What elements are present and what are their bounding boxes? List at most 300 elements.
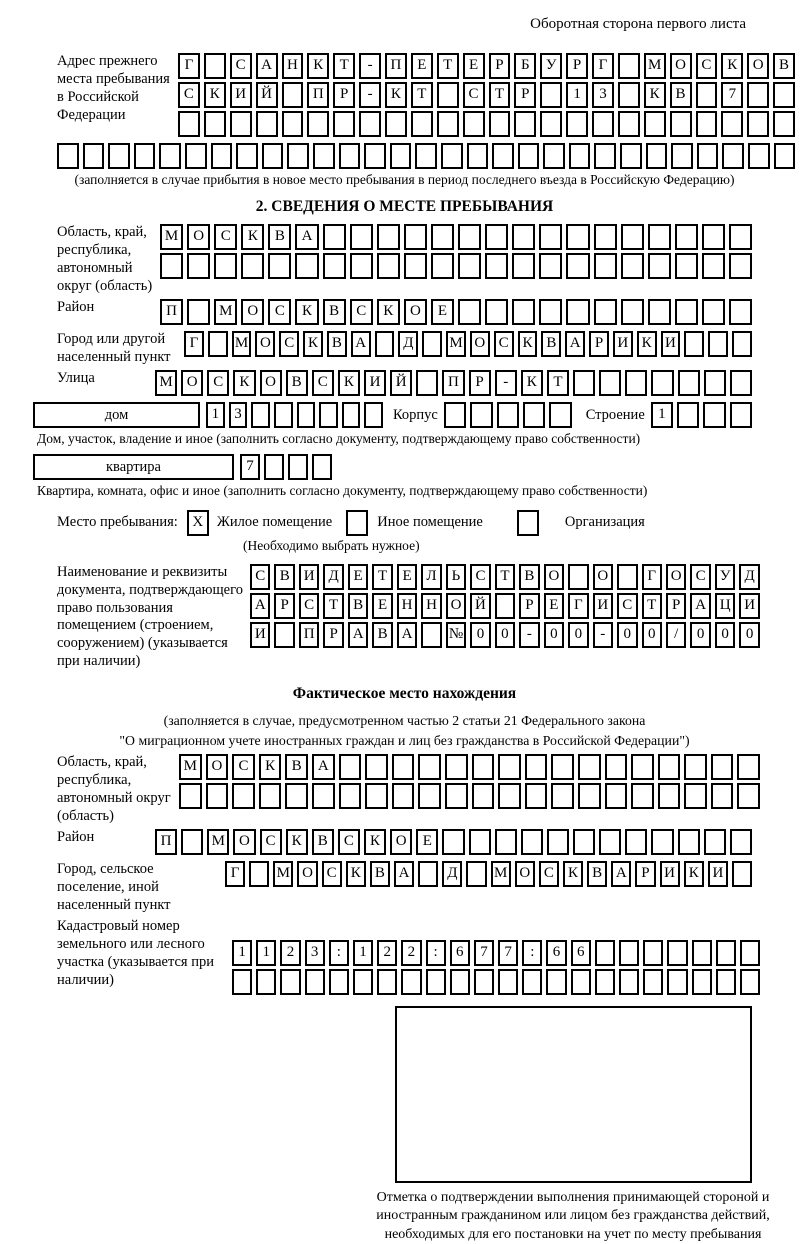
char-cell[interactable]: [437, 82, 459, 108]
char-cell[interactable]: К: [259, 754, 282, 780]
char-cell[interactable]: А: [250, 593, 270, 619]
char-cell[interactable]: [525, 754, 548, 780]
char-cell[interactable]: Т: [547, 370, 569, 396]
char-cell[interactable]: [748, 143, 770, 169]
char-cell[interactable]: -: [495, 370, 517, 396]
char-cell[interactable]: 7: [498, 940, 518, 966]
char-cell[interactable]: А: [565, 331, 585, 357]
char-cell[interactable]: [737, 754, 760, 780]
char-cell[interactable]: Й: [256, 82, 278, 108]
char-cell[interactable]: [696, 82, 718, 108]
char-cell[interactable]: [359, 111, 381, 137]
char-cell[interactable]: -: [359, 53, 381, 79]
char-cell[interactable]: [667, 940, 687, 966]
char-cell[interactable]: Р: [666, 593, 686, 619]
char-cell[interactable]: [595, 969, 615, 995]
char-cell[interactable]: [418, 754, 441, 780]
char-cell[interactable]: [729, 224, 752, 250]
char-cell[interactable]: И: [593, 593, 613, 619]
char-cell[interactable]: [621, 224, 644, 250]
char-cell[interactable]: [644, 111, 666, 137]
char-cell[interactable]: Д: [323, 564, 343, 590]
char-cell[interactable]: [618, 111, 640, 137]
char-cell[interactable]: [498, 783, 521, 809]
char-cell[interactable]: И: [739, 593, 759, 619]
char-cell[interactable]: [204, 53, 226, 79]
char-cell[interactable]: [643, 940, 663, 966]
char-cell[interactable]: [251, 402, 270, 428]
char-cell[interactable]: [551, 754, 574, 780]
char-cell[interactable]: [684, 331, 704, 357]
char-cell[interactable]: [551, 783, 574, 809]
char-cell[interactable]: [287, 143, 309, 169]
char-cell[interactable]: [692, 940, 712, 966]
char-cell[interactable]: [485, 224, 508, 250]
char-cell[interactable]: О: [593, 564, 613, 590]
char-cell[interactable]: К: [684, 861, 704, 887]
char-cell[interactable]: [569, 143, 591, 169]
char-cell[interactable]: С: [207, 370, 229, 396]
char-cell[interactable]: В: [370, 861, 390, 887]
char-cell[interactable]: К: [338, 370, 360, 396]
char-cell[interactable]: В: [519, 564, 539, 590]
char-cell[interactable]: [214, 253, 237, 279]
char-cell[interactable]: Г: [225, 861, 245, 887]
char-cell[interactable]: А: [348, 622, 368, 648]
char-cell[interactable]: 0: [642, 622, 662, 648]
char-cell[interactable]: И: [364, 370, 386, 396]
char-cell[interactable]: [692, 969, 712, 995]
char-cell[interactable]: А: [295, 224, 318, 250]
char-cell[interactable]: [773, 82, 795, 108]
char-cell[interactable]: [696, 111, 718, 137]
char-cell[interactable]: [521, 829, 543, 855]
char-cell[interactable]: Р: [333, 82, 355, 108]
char-cell[interactable]: [313, 143, 335, 169]
char-cell[interactable]: [571, 969, 591, 995]
char-cell[interactable]: [697, 143, 719, 169]
char-cell[interactable]: [547, 829, 569, 855]
char-cell[interactable]: М: [644, 53, 666, 79]
char-cell[interactable]: 1: [566, 82, 588, 108]
char-cell[interactable]: Г: [178, 53, 200, 79]
char-cell[interactable]: [512, 224, 535, 250]
char-cell[interactable]: К: [644, 82, 666, 108]
char-cell[interactable]: О: [206, 754, 229, 780]
char-cell[interactable]: [323, 224, 346, 250]
char-cell[interactable]: [546, 969, 566, 995]
char-cell[interactable]: [512, 299, 535, 325]
char-cell[interactable]: [208, 331, 228, 357]
char-cell[interactable]: Т: [495, 564, 515, 590]
char-cell[interactable]: [566, 111, 588, 137]
char-cell[interactable]: 3: [305, 940, 325, 966]
char-cell[interactable]: [469, 829, 491, 855]
char-cell[interactable]: [159, 143, 181, 169]
char-cell[interactable]: [617, 564, 637, 590]
char-cell[interactable]: Е: [397, 564, 417, 590]
char-cell[interactable]: [458, 253, 481, 279]
char-cell[interactable]: [684, 783, 707, 809]
char-cell[interactable]: [703, 402, 725, 428]
char-cell[interactable]: [333, 111, 355, 137]
char-cell[interactable]: Т: [642, 593, 662, 619]
char-cell[interactable]: [648, 299, 671, 325]
char-cell[interactable]: [498, 754, 521, 780]
char-cell[interactable]: С: [350, 299, 373, 325]
char-cell[interactable]: [236, 143, 258, 169]
char-cell[interactable]: И: [708, 861, 728, 887]
char-cell[interactable]: С: [268, 299, 291, 325]
char-cell[interactable]: М: [207, 829, 229, 855]
char-cell[interactable]: [740, 969, 760, 995]
char-cell[interactable]: Р: [589, 331, 609, 357]
char-cell[interactable]: [466, 861, 486, 887]
char-cell[interactable]: [437, 111, 459, 137]
char-cell[interactable]: [339, 754, 362, 780]
char-cell[interactable]: 7: [721, 82, 743, 108]
char-cell[interactable]: [375, 331, 395, 357]
char-cell[interactable]: [573, 829, 595, 855]
char-cell[interactable]: [740, 940, 760, 966]
char-cell[interactable]: В: [587, 861, 607, 887]
char-cell[interactable]: [625, 370, 647, 396]
char-cell[interactable]: [594, 253, 617, 279]
char-cell[interactable]: Г: [592, 53, 614, 79]
char-cell[interactable]: [729, 253, 752, 279]
char-cell[interactable]: 1: [232, 940, 252, 966]
char-cell[interactable]: :: [329, 940, 349, 966]
char-cell[interactable]: [295, 253, 318, 279]
char-cell[interactable]: [595, 940, 615, 966]
char-cell[interactable]: -: [593, 622, 613, 648]
char-cell[interactable]: Р: [514, 82, 536, 108]
char-cell[interactable]: [470, 402, 492, 428]
char-cell[interactable]: К: [241, 224, 264, 250]
char-cell[interactable]: :: [426, 940, 446, 966]
char-cell[interactable]: А: [690, 593, 710, 619]
char-cell[interactable]: [737, 783, 760, 809]
char-cell[interactable]: С: [539, 861, 559, 887]
char-cell[interactable]: [365, 754, 388, 780]
char-cell[interactable]: О: [470, 331, 490, 357]
char-cell[interactable]: С: [178, 82, 200, 108]
char-cell[interactable]: 6: [450, 940, 470, 966]
char-cell[interactable]: С: [230, 53, 252, 79]
char-cell[interactable]: [181, 829, 203, 855]
char-cell[interactable]: [730, 370, 752, 396]
char-cell[interactable]: [472, 783, 495, 809]
char-cell[interactable]: Р: [519, 593, 539, 619]
char-cell[interactable]: О: [747, 53, 769, 79]
char-cell[interactable]: С: [696, 53, 718, 79]
char-cell[interactable]: [445, 783, 468, 809]
char-cell[interactable]: К: [204, 82, 226, 108]
char-cell[interactable]: [716, 969, 736, 995]
char-cell[interactable]: Р: [566, 53, 588, 79]
char-cell[interactable]: Т: [323, 593, 343, 619]
char-cell[interactable]: [185, 143, 207, 169]
char-cell[interactable]: Н: [282, 53, 304, 79]
char-cell[interactable]: М: [491, 861, 511, 887]
char-cell[interactable]: Г: [568, 593, 588, 619]
char-cell[interactable]: Т: [372, 564, 392, 590]
char-cell[interactable]: [675, 299, 698, 325]
char-cell[interactable]: Т: [411, 82, 433, 108]
char-cell[interactable]: 7: [240, 454, 260, 480]
char-cell[interactable]: [514, 111, 536, 137]
char-cell[interactable]: [282, 82, 304, 108]
char-cell[interactable]: [204, 111, 226, 137]
char-cell[interactable]: П: [299, 622, 319, 648]
char-cell[interactable]: [415, 143, 437, 169]
char-cell[interactable]: М: [155, 370, 177, 396]
char-cell[interactable]: [377, 224, 400, 250]
char-cell[interactable]: [704, 829, 726, 855]
char-cell[interactable]: [578, 754, 601, 780]
char-cell[interactable]: [323, 253, 346, 279]
char-cell[interactable]: В: [285, 754, 308, 780]
char-cell[interactable]: К: [303, 331, 323, 357]
char-cell[interactable]: [704, 370, 726, 396]
char-cell[interactable]: С: [470, 564, 490, 590]
char-cell[interactable]: [489, 111, 511, 137]
char-cell[interactable]: [620, 143, 642, 169]
char-cell[interactable]: [57, 143, 79, 169]
char-cell[interactable]: Е: [416, 829, 438, 855]
char-cell[interactable]: [599, 370, 621, 396]
char-cell[interactable]: [350, 224, 373, 250]
char-cell[interactable]: [722, 143, 744, 169]
char-cell[interactable]: [497, 402, 519, 428]
char-cell[interactable]: [631, 783, 654, 809]
char-cell[interactable]: [619, 940, 639, 966]
char-cell[interactable]: М: [232, 331, 252, 357]
char-cell[interactable]: [631, 754, 654, 780]
char-cell[interactable]: [463, 111, 485, 137]
char-cell[interactable]: [732, 331, 752, 357]
char-cell[interactable]: :: [522, 940, 542, 966]
char-cell[interactable]: [625, 829, 647, 855]
char-cell[interactable]: Е: [463, 53, 485, 79]
char-cell[interactable]: Д: [739, 564, 759, 590]
char-cell[interactable]: [594, 299, 617, 325]
char-cell[interactable]: [442, 829, 464, 855]
char-cell[interactable]: В: [348, 593, 368, 619]
char-cell[interactable]: Г: [642, 564, 662, 590]
char-cell[interactable]: [256, 111, 278, 137]
char-cell[interactable]: [232, 783, 255, 809]
char-cell[interactable]: Е: [544, 593, 564, 619]
char-cell[interactable]: [364, 402, 383, 428]
char-cell[interactable]: К: [346, 861, 366, 887]
char-cell[interactable]: [643, 969, 663, 995]
char-cell[interactable]: М: [446, 331, 466, 357]
char-cell[interactable]: [83, 143, 105, 169]
char-cell[interactable]: 0: [568, 622, 588, 648]
char-cell[interactable]: И: [299, 564, 319, 590]
char-cell[interactable]: [416, 370, 438, 396]
char-cell[interactable]: [274, 402, 293, 428]
char-cell[interactable]: К: [233, 370, 255, 396]
char-cell[interactable]: [721, 111, 743, 137]
char-cell[interactable]: [418, 861, 438, 887]
char-cell[interactable]: [523, 402, 545, 428]
organization-checkbox[interactable]: [517, 510, 539, 536]
char-cell[interactable]: Н: [397, 593, 417, 619]
char-cell[interactable]: [319, 402, 338, 428]
char-cell[interactable]: [566, 253, 589, 279]
char-cell[interactable]: [539, 253, 562, 279]
char-cell[interactable]: [540, 82, 562, 108]
char-cell[interactable]: [390, 143, 412, 169]
char-cell[interactable]: [716, 940, 736, 966]
char-cell[interactable]: [305, 969, 325, 995]
char-cell[interactable]: [426, 969, 446, 995]
char-cell[interactable]: С: [617, 593, 637, 619]
char-cell[interactable]: [187, 253, 210, 279]
char-cell[interactable]: [618, 53, 640, 79]
char-cell[interactable]: К: [521, 370, 543, 396]
char-cell[interactable]: Е: [431, 299, 454, 325]
char-cell[interactable]: К: [307, 53, 329, 79]
char-cell[interactable]: С: [463, 82, 485, 108]
char-cell[interactable]: К: [295, 299, 318, 325]
char-cell[interactable]: [599, 829, 621, 855]
char-cell[interactable]: С: [690, 564, 710, 590]
char-cell[interactable]: [651, 829, 673, 855]
char-cell[interactable]: [467, 143, 489, 169]
char-cell[interactable]: О: [404, 299, 427, 325]
char-cell[interactable]: [646, 143, 668, 169]
char-cell[interactable]: [495, 593, 515, 619]
char-cell[interactable]: [280, 969, 300, 995]
char-cell[interactable]: [658, 783, 681, 809]
char-cell[interactable]: Л: [421, 564, 441, 590]
char-cell[interactable]: С: [299, 593, 319, 619]
char-cell[interactable]: /: [666, 622, 686, 648]
char-cell[interactable]: 3: [229, 402, 248, 428]
char-cell[interactable]: [566, 299, 589, 325]
char-cell[interactable]: [774, 143, 796, 169]
char-cell[interactable]: [678, 829, 700, 855]
char-cell[interactable]: У: [715, 564, 735, 590]
char-cell[interactable]: [605, 783, 628, 809]
char-cell[interactable]: [594, 224, 617, 250]
char-cell[interactable]: [329, 969, 349, 995]
char-cell[interactable]: 0: [495, 622, 515, 648]
char-cell[interactable]: С: [232, 754, 255, 780]
char-cell[interactable]: [578, 783, 601, 809]
char-cell[interactable]: [543, 143, 565, 169]
char-cell[interactable]: [492, 143, 514, 169]
char-cell[interactable]: [264, 454, 284, 480]
char-cell[interactable]: В: [323, 299, 346, 325]
char-cell[interactable]: П: [160, 299, 183, 325]
char-cell[interactable]: 0: [617, 622, 637, 648]
char-cell[interactable]: 2: [401, 940, 421, 966]
char-cell[interactable]: В: [773, 53, 795, 79]
char-cell[interactable]: [522, 969, 542, 995]
char-cell[interactable]: А: [312, 754, 335, 780]
char-cell[interactable]: [385, 111, 407, 137]
char-cell[interactable]: П: [307, 82, 329, 108]
char-cell[interactable]: С: [260, 829, 282, 855]
char-cell[interactable]: [211, 143, 233, 169]
char-cell[interactable]: В: [274, 564, 294, 590]
char-cell[interactable]: С: [214, 224, 237, 250]
char-cell[interactable]: [445, 754, 468, 780]
char-cell[interactable]: О: [181, 370, 203, 396]
char-cell[interactable]: [684, 754, 707, 780]
char-cell[interactable]: К: [385, 82, 407, 108]
char-cell[interactable]: [241, 253, 264, 279]
char-cell[interactable]: О: [297, 861, 317, 887]
char-cell[interactable]: [648, 224, 671, 250]
char-cell[interactable]: [256, 969, 276, 995]
char-cell[interactable]: [621, 299, 644, 325]
char-cell[interactable]: О: [515, 861, 535, 887]
char-cell[interactable]: Е: [372, 593, 392, 619]
char-cell[interactable]: К: [637, 331, 657, 357]
char-cell[interactable]: П: [385, 53, 407, 79]
char-cell[interactable]: С: [322, 861, 342, 887]
char-cell[interactable]: [262, 143, 284, 169]
char-cell[interactable]: [282, 111, 304, 137]
char-cell[interactable]: [411, 111, 433, 137]
char-cell[interactable]: [178, 111, 200, 137]
char-cell[interactable]: А: [611, 861, 631, 887]
char-cell[interactable]: [773, 111, 795, 137]
char-cell[interactable]: В: [541, 331, 561, 357]
char-cell[interactable]: О: [241, 299, 264, 325]
char-cell[interactable]: Р: [489, 53, 511, 79]
char-cell[interactable]: О: [187, 224, 210, 250]
char-cell[interactable]: [549, 402, 571, 428]
char-cell[interactable]: [421, 622, 441, 648]
char-cell[interactable]: [675, 253, 698, 279]
char-cell[interactable]: О: [670, 53, 692, 79]
char-cell[interactable]: А: [256, 53, 278, 79]
char-cell[interactable]: О: [544, 564, 564, 590]
char-cell[interactable]: 0: [715, 622, 735, 648]
char-cell[interactable]: [566, 224, 589, 250]
char-cell[interactable]: [431, 253, 454, 279]
char-cell[interactable]: С: [338, 829, 360, 855]
char-cell[interactable]: [365, 783, 388, 809]
char-cell[interactable]: [450, 969, 470, 995]
char-cell[interactable]: [594, 143, 616, 169]
char-cell[interactable]: И: [613, 331, 633, 357]
char-cell[interactable]: [648, 253, 671, 279]
char-cell[interactable]: Т: [489, 82, 511, 108]
char-cell[interactable]: [339, 783, 362, 809]
char-cell[interactable]: [592, 111, 614, 137]
char-cell[interactable]: [404, 224, 427, 250]
residential-checkbox[interactable]: X: [187, 510, 209, 536]
char-cell[interactable]: №: [446, 622, 466, 648]
char-cell[interactable]: [179, 783, 202, 809]
char-cell[interactable]: Е: [411, 53, 433, 79]
char-cell[interactable]: [377, 969, 397, 995]
char-cell[interactable]: [444, 402, 466, 428]
char-cell[interactable]: В: [372, 622, 392, 648]
char-cell[interactable]: [259, 783, 282, 809]
char-cell[interactable]: [747, 82, 769, 108]
char-cell[interactable]: [418, 783, 441, 809]
char-cell[interactable]: [288, 454, 308, 480]
char-cell[interactable]: К: [563, 861, 583, 887]
